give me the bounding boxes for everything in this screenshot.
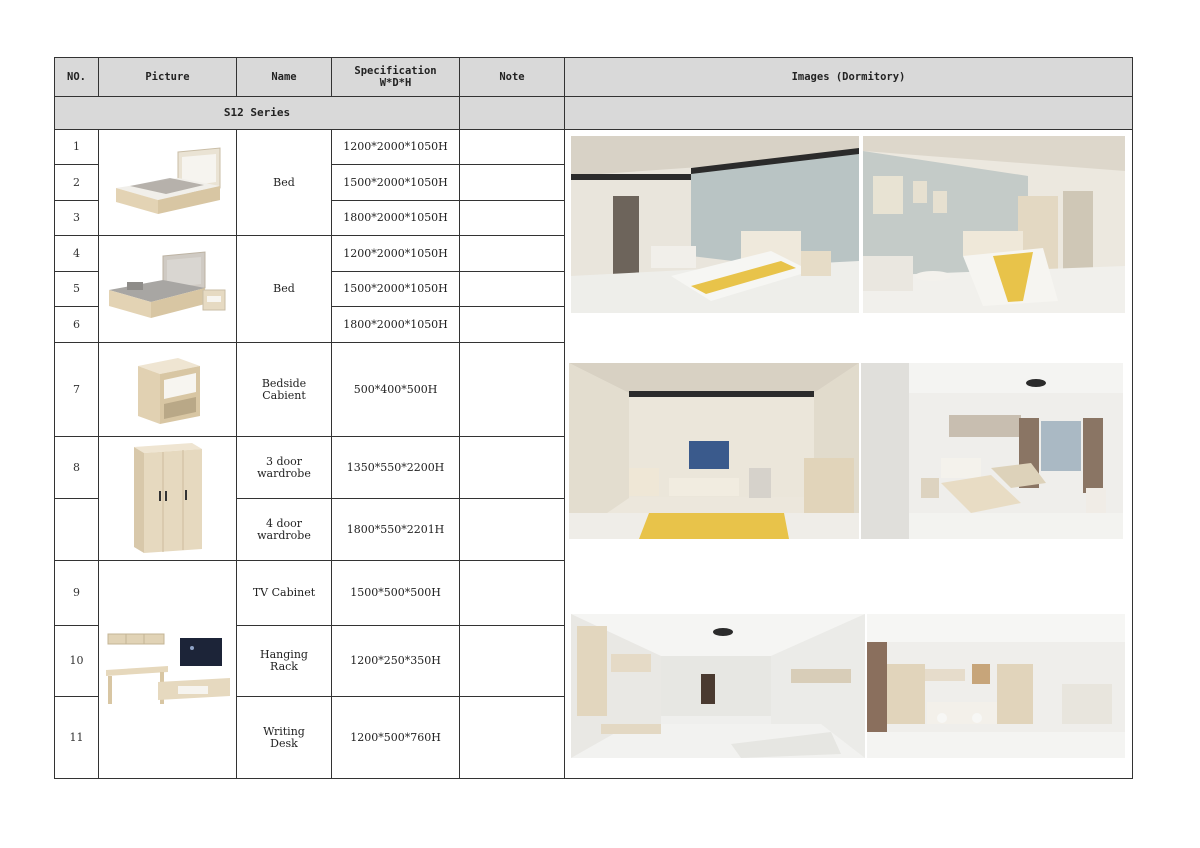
gallery-frame [565,130,1132,782]
rack-name: Hanging Rack [237,626,332,697]
wardrobe-picture [99,437,237,561]
wardrobe4-name: 4 door wardrobe [237,499,332,561]
header-specification [332,58,460,97]
row-note [460,626,565,697]
header-images: Images (Dormitory) [565,58,1133,97]
row-spec: 500*400*500H [332,343,460,437]
series-note [460,97,565,130]
wardrobe-image [128,441,208,557]
bedside-picture [99,343,237,437]
header-name: Name [237,58,332,97]
wardrobe3-name: 3 door wardrobe [237,437,332,499]
row-no: 11 [55,697,99,779]
row-no: 2 [55,165,99,201]
row-spec: 1200*250*350H [332,626,460,697]
row-no: 6 [55,307,99,343]
row-spec: 1500*2000*1050H [332,165,460,201]
series-label: S12 Series [55,97,460,130]
spec-table [54,57,1133,779]
row-note [460,343,565,437]
bedside-image [128,350,208,430]
row-spec: 1200*500*760H [332,697,460,779]
row-no: 5 [55,272,99,307]
desk-name: Writing Desk [237,697,332,779]
row-no: 1 [55,130,99,165]
row-note [460,236,565,272]
row-spec: 1800*550*2201H [332,499,460,561]
bed-b-picture [99,236,237,343]
dormitory-photo-3 [569,363,859,539]
row-note [460,561,565,626]
series-row [55,97,1133,130]
bed-a-picture [99,130,237,236]
row-no: 10 [55,626,99,697]
row-spec: 1200*2000*1050H [332,130,460,165]
bed-a-name: Bed [237,130,332,236]
row-note [460,437,565,499]
row-spec: 1800*2000*1050H [332,307,460,343]
header-picture: Picture [99,58,237,97]
row-no: 3 [55,201,99,236]
spec-sheet [54,57,1132,779]
tv-name: TV Cabinet [237,561,332,626]
row-spec: 1350*550*2200H [332,437,460,499]
header-spec-units: W*D*H [379,77,412,89]
row-no: 7 [55,343,99,437]
bed-a-image [108,140,228,226]
series-images [565,97,1133,130]
row-spec: 1500*500*500H [332,561,460,626]
row-no: 4 [55,236,99,272]
row-note [460,165,565,201]
bed-b-name: Bed [237,236,332,343]
row-spec: 1800*2000*1050H [332,201,460,236]
header-row [55,58,1133,97]
dormitory-photo-5 [571,614,865,758]
row-note [460,201,565,236]
dormitory-gallery [565,130,1133,779]
row-note [460,272,565,307]
header-no: NO. [55,58,99,97]
row-no [55,499,99,561]
row-note [460,130,565,165]
table-row [55,130,1133,165]
row-spec: 1200*2000*1050H [332,236,460,272]
row-note [460,697,565,779]
dormitory-photo-4 [861,363,1123,539]
desk-set-picture [99,561,237,779]
desk-set-image [102,630,234,710]
row-no: 8 [55,437,99,499]
header-note: Note [460,58,565,97]
row-note [460,307,565,343]
row-note [460,499,565,561]
dormitory-photo-1 [571,136,859,313]
dormitory-photo-2 [863,136,1125,313]
row-no: 9 [55,561,99,626]
dormitory-photo-6 [867,614,1125,758]
header-spec-label: Specification [354,65,437,77]
bed-b-image [103,246,233,332]
bedside-name: Bedside Cabient [237,343,332,437]
row-spec: 1500*2000*1050H [332,272,460,307]
